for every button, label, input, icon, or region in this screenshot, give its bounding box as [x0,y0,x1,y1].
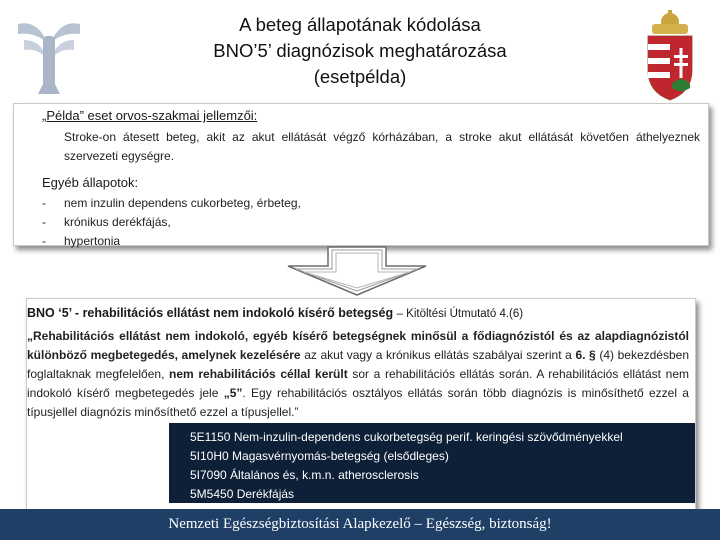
hungarian-coat-of-arms-icon [638,8,702,102]
diagnosis-code: 5M5450 Derékfájás [190,487,295,501]
rule-body-part: „Rehabilitációs ellátást nem indokoló, egyéb kísérő betegségnek minősül a fődiagnózistól és az alapdiagnózistól különböző megbetegedés, amelynek kezelésére [27,329,689,362]
list-dash: - [42,215,46,229]
institution-logo-icon [14,10,84,100]
title-line-1: A beteg állapotának kódolása [239,14,481,35]
list-item [42,213,301,232]
other-conditions-list [42,194,301,251]
list-item [42,232,301,251]
list-dash: - [42,234,46,248]
rule-panel [26,298,696,514]
down-arrow-icon [286,246,428,296]
case-description: Stroke-on átesett beteg, akit az akut ellátását végző kórházában, a stroke akut ellátását követően áthelyeznek szervezeti egységre. [64,130,700,163]
footer-banner: Nemzeti Egészségbiztosítási Alapkezelő – Egészség, biztonság! [0,509,720,540]
title-line-3: (esetpélda) [313,66,407,87]
diagnosis-codes-panel [169,423,695,503]
list-item-text: nem inzulin dependens cukorbeteg, érbeteg, [64,196,301,210]
rule-body-part: „5” [223,386,243,400]
list-item [42,194,301,213]
rule-body-part: az akut vagy a krónikus ellátás szabályai szerint a [300,348,576,362]
list-dash: - [42,196,46,210]
list-item-text: krónikus derékfájás, [64,215,171,229]
rule-body-part: (4) bekezdésben foglaltaknak megfelelően, [27,348,689,381]
rule-body-part: nem rehabilitációs céllal került [169,367,348,381]
title-line-2: BNO’5’ diagnózisok meghatározása [213,40,507,61]
rule-body-part: 6. § [575,348,596,362]
list-item-text: hypertonia [64,234,121,248]
case-description-panel [13,103,709,246]
rule-title-reference: – Kitöltési Útmutató 4.(6) [396,308,524,320]
rule-body [27,327,689,422]
diagnosis-code: 5I10H0 Magasvérnyomás-betegség (elsődleges) [190,449,449,463]
case-title: „Példa” eset orvos-szakmai jellemzői: [42,108,258,123]
page-title [150,12,570,90]
rule-body-part: . Egy rehabilitációs osztályos ellátás során több diagnózis is minősíthető ezzel a típusjellel diagnózis minősíthető ezzel a típusjellel.” [27,386,689,419]
diagnosis-code: 5E1150 Nem-inzulin-dependens cukorbetegség perif. keringési szövődményekkel [190,430,623,444]
rule-title [27,306,523,320]
diagnosis-code: 5I7090 Általános és, k.m.n. atherosclerosis [190,468,419,482]
other-conditions-title: Egyéb állapotok: [42,175,139,190]
rule-title-main: BNO ‘5’ - rehabilitációs ellátást nem indokoló kísérő betegség [27,306,394,320]
rule-body-part: sor a rehabilitációs ellátás során. A rehabilitációs ellátást nem indokoló kísérő megbetegedés jele [27,367,689,400]
